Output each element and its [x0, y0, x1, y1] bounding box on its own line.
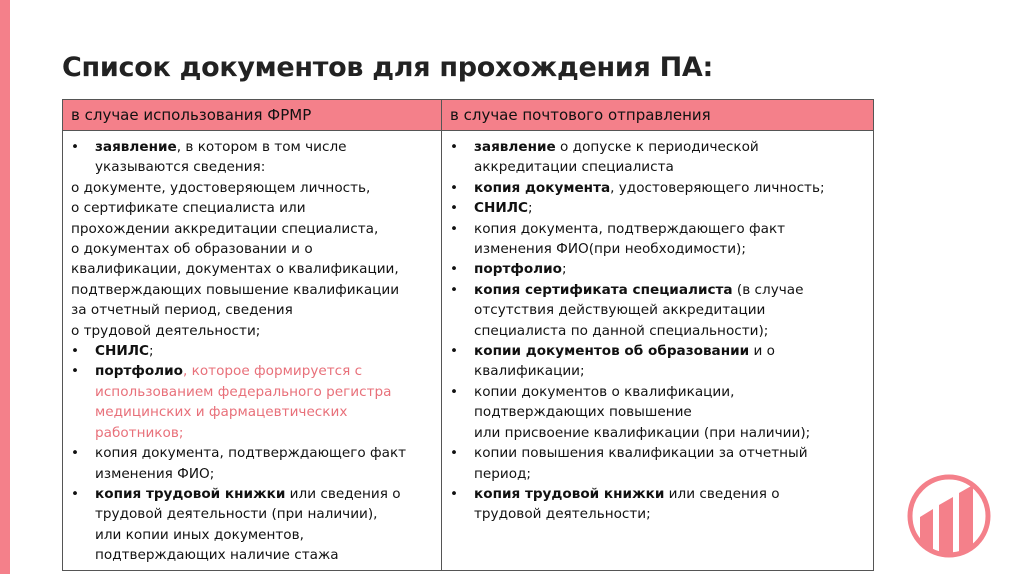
list-item	[450, 484, 867, 525]
column-postal	[442, 131, 874, 571]
header-postal: в случае почтового отправления	[442, 100, 874, 131]
item-text: ;	[562, 261, 567, 278]
item-keyword: портфолио	[474, 261, 562, 278]
item-keyword: заявление	[95, 139, 177, 155]
list-item	[450, 280, 867, 341]
documents-table	[62, 99, 874, 571]
bullet-icon: •	[71, 139, 80, 155]
bullet-icon: •	[71, 363, 80, 380]
item-text: ;	[528, 200, 533, 217]
item-text: или сведения о трудовой деятельности;	[474, 485, 780, 523]
bullet-icon: •	[450, 281, 459, 298]
item-keyword: копия трудовой книжки	[474, 485, 665, 502]
item-text: или сведения о трудовой деятельности (при наличии), или копии иных документов, подтверждающих наличие стажа	[95, 485, 401, 564]
item-text: , удостоверяющего личность;	[610, 179, 825, 196]
bullet-icon: •	[450, 261, 459, 278]
item-keyword: СНИЛС	[474, 200, 528, 217]
chart-logo-icon	[906, 473, 992, 559]
list-item	[450, 259, 867, 279]
header-frmr: в случае использования ФРМР	[63, 100, 442, 131]
item-text: и о квалификации;	[474, 343, 775, 380]
item-keyword: копия документа	[474, 179, 611, 196]
bullet-icon: •	[450, 383, 459, 400]
list-item	[450, 178, 867, 198]
item-text: копии повышения квалификации за отчетный период;	[474, 445, 808, 482]
item-text: , в котором в том числе указываются сведения:	[95, 139, 347, 176]
bullet-icon: •	[450, 220, 459, 237]
page-title: Список документов для прохождения ПА:	[62, 52, 713, 83]
list-item	[71, 341, 435, 361]
item-text: (в случае отсутствия действующей аккредитации специалиста по данной специальности);	[474, 281, 804, 339]
column-frmr	[63, 131, 442, 571]
item-keyword: копии документов об образовании	[474, 343, 750, 360]
list-item	[71, 137, 435, 178]
item-keyword: копия сертификата специалиста	[474, 281, 733, 298]
accent-bar	[0, 0, 10, 574]
bullet-icon: •	[450, 179, 459, 196]
item-text: о документе, удостоверяющем личность, о сертификате специалиста или прохождении аккредитации специалиста, о документах об образовании и о квалификации, документах о квалификации, подтверждающих повышение квалификации за отчетный период, сведения о трудовой деятельности;	[71, 179, 400, 339]
list-item	[450, 382, 867, 443]
list-item	[450, 198, 867, 218]
item-keyword: портфолио	[95, 363, 183, 380]
item-text: копии документов о квалификации, подтверждающих повышение или присвоение квалификации (при наличии);	[474, 383, 811, 441]
bullet-icon: •	[450, 343, 459, 360]
bullet-icon: •	[71, 343, 80, 360]
item-keyword: заявление	[474, 139, 556, 155]
list-item	[450, 137, 867, 178]
list-item	[71, 178, 435, 341]
list-item	[450, 341, 867, 382]
list-item	[450, 219, 867, 260]
bullet-icon: •	[450, 485, 459, 502]
item-text: копия документа, подтверждающего факт изменения ФИО;	[95, 445, 407, 482]
bullet-icon: •	[71, 485, 80, 502]
item-text: копия документа, подтверждающего факт изменения ФИО(при необходимости);	[474, 220, 786, 258]
list-item	[71, 361, 435, 443]
item-text: о допуске к периодической аккредитации специалиста	[474, 139, 759, 176]
item-text: ;	[149, 343, 154, 360]
bullet-icon: •	[71, 445, 80, 462]
item-text: , которое формируется с использованием федерального регистра медицинских и фармацевтических работников;	[95, 363, 392, 441]
bullet-icon: •	[450, 200, 459, 217]
item-keyword: копия трудовой книжки	[95, 485, 286, 502]
list-item	[71, 443, 435, 484]
list-item	[450, 443, 867, 484]
bullet-icon: •	[450, 445, 459, 462]
item-keyword: СНИЛС	[95, 343, 149, 360]
list-item	[71, 484, 435, 566]
bullet-icon: •	[450, 139, 459, 155]
